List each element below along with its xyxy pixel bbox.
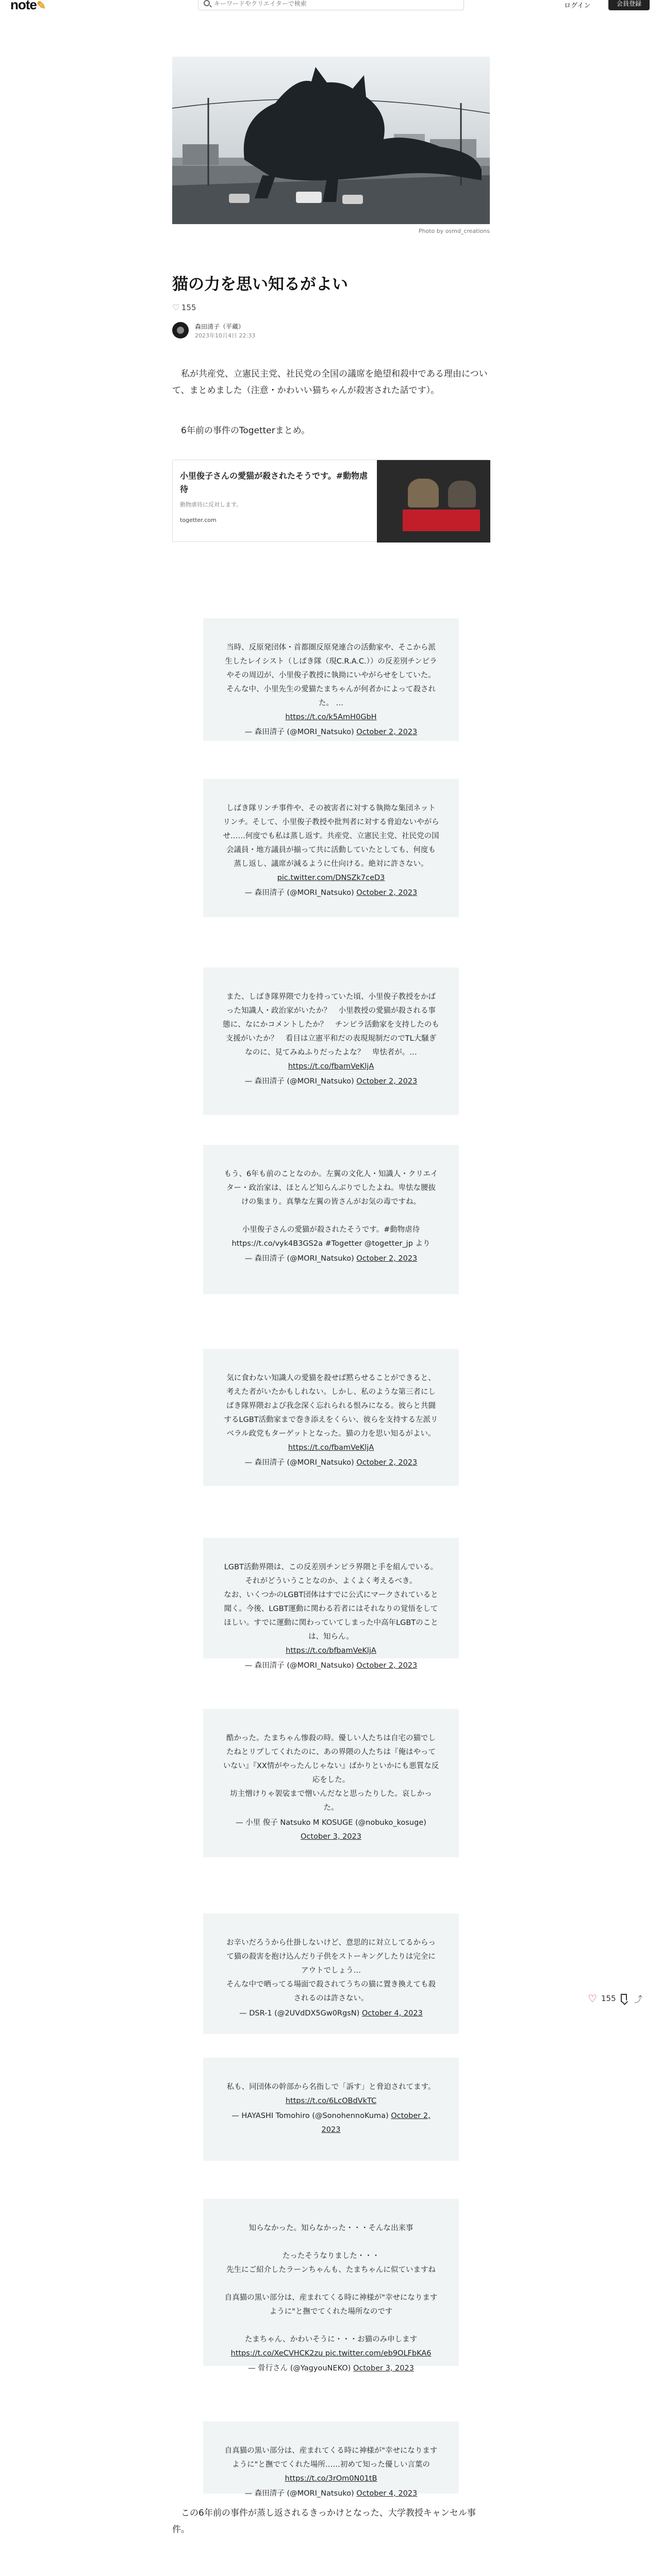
like-count-row[interactable] (172, 303, 196, 312)
embedded-tweet[interactable] (203, 1913, 459, 2034)
link-card-title: 小里俊子さんの愛猫が殺されたそうです。#動物虐待 (180, 471, 368, 494)
embedded-tweet[interactable] (203, 2199, 459, 2372)
tweet-author[interactable]: — 森田清子 (@MORI_Natsuko) (244, 2489, 354, 2498)
embedded-tweet[interactable] (203, 1709, 459, 1857)
tweet-date[interactable]: October 2, 2023 (356, 1255, 418, 1263)
share-icon[interactable]: ⤴ (634, 1994, 643, 2004)
tweet-author[interactable]: — HAYASHI Tomohiro (@SonohennoKuma) (231, 2112, 389, 2120)
giant-cat-photo (172, 57, 490, 224)
tweet-date[interactable]: October 2, 2023 (356, 1077, 418, 1086)
tweet-signature (223, 1659, 439, 1673)
tweet-signature (223, 725, 439, 739)
tweet-signature (223, 2007, 439, 2021)
tweet-date[interactable]: October 4, 2023 (361, 2009, 423, 2018)
tweet-signature (223, 1816, 439, 1844)
photo-credit[interactable]: Photo by osmd_creations (418, 228, 490, 234)
embedded-tweet[interactable] (203, 779, 459, 917)
tweet-author[interactable]: — 森田清子 (@MORI_Natsuko) (244, 1077, 354, 1086)
tweet-link[interactable]: pic.twitter.com/DNSZk7ceD3 (277, 874, 385, 882)
like-heart-icon[interactable]: ♡ (588, 1992, 597, 2005)
tweet-author[interactable]: — 小里 俊子 Natsuko M KOSUGE (@nobuko_kosuge) (236, 1819, 426, 1827)
tweet-date[interactable]: October 3, 2023 (353, 2364, 414, 2372)
embedded-tweet[interactable] (203, 1349, 459, 1486)
signup-button[interactable]: 会員登録 (608, 0, 650, 10)
author-name[interactable]: 森田清子（平蔵） (195, 323, 245, 330)
floating-like-count: 155 (601, 1994, 616, 2003)
hero-image (172, 57, 490, 224)
link-card-domain: togetter.com (180, 517, 217, 523)
site-logo[interactable] (10, 0, 45, 13)
tweet-date[interactable]: October 2, 2023 (356, 1459, 418, 1467)
floating-action-bar (588, 1993, 644, 2005)
tweet-link[interactable]: https://t.co/3rOm0N01tB (285, 2475, 377, 2483)
embedded-tweet[interactable] (203, 618, 459, 741)
bookmark-icon[interactable] (621, 1994, 627, 2002)
tweet-link[interactable]: https://t.co/6LcOBdVkTC (285, 2097, 377, 2105)
tweet-signature (223, 1252, 439, 1266)
login-link[interactable]: ログイン (564, 2, 591, 10)
tweet-text: LGBT活動界隈は、この反差別チンピラ界隈と手を組んでいる。それがどういうことなのか、よくよく考えるべき。 なお、いくつかのLGBT団体はすでに公式にマークされていると聞く。今後、LGBT運動に関わる若者にはそれなりの覚悟をしてほしい。すでに運動に関わっていてしまった中高年LGBTのことは、知らん。 (224, 1563, 438, 1641)
intro-paragraph-2: 6年前の事件のTogetterまとめ。 (172, 426, 310, 436)
logo-text: note (10, 0, 37, 12)
section-paragraph: この6年前の事件が蒸し返されるきっかけとなった、大学教授キャンセル事件。 (172, 2508, 476, 2535)
tweet-text: 自真猫の黒い部分は、産まれてくる時に神様が"幸せになりますように"と撫でてくれた場所……初めて知った優しい言葉の (224, 2447, 438, 2469)
publish-date: 2023年10月4日 22:33 (195, 332, 256, 339)
tweet-text: また、しばき隊界隈で力を持っていた頃、小里俊子教授をかばった知識人・政治家がいたか？ 小里教授の愛猫が殺される事態に、なにかコメントしたか？ チンピラ活動家を支持したのも支援がいたか？ 看目は立憲平和だの表現規制だのでTL大騒ぎなのに、見てみぬふりだったよな？ 卑怯者が。… (223, 993, 439, 1057)
heart-icon: ♡ (172, 302, 180, 312)
tweet-author[interactable]: — 森田清子 (@MORI_Natsuko) (244, 1255, 354, 1263)
article-title: 猫の力を思い知るがよい (172, 275, 348, 294)
tweet-text: もう、6年も前のことなのか。左翼の文化人・知識人・クリエイター・政治家は、ほとんど知らんぷりでしたよね。卑怯な腰抜けの集まり。真摯な左翼の皆さんがお気の毒ですね。 小里俊子さんの愛猫が殺されたそうです。#動物虐待 https://t.co/vyk4B3GS2a #Togetter @togetter_jp より (224, 1170, 438, 1248)
search-icon (204, 0, 210, 6)
intro-paragraph: 私が共産党、立憲民主党、社民党の全国の議席を絶望和殺中である理由について、まとめました（注意・かわいい猫ちゃんが殺害された話です）。 (172, 369, 488, 396)
tweet-link[interactable]: https://t.co/bfbamVeKljA (286, 1647, 376, 1655)
tweet-author[interactable]: — 森田清子 (@MORI_Natsuko) (244, 728, 354, 736)
tweet-author[interactable]: — 森田清子 (@MORI_Natsuko) (244, 1662, 354, 1670)
tweet-signature (223, 1075, 439, 1089)
tweet-date[interactable]: October 2, 2023 (356, 889, 418, 897)
tweet-date[interactable]: October 2, 2023 (356, 1662, 418, 1670)
tweet-author[interactable]: — 森田清子 (@MORI_Natsuko) (244, 1459, 354, 1467)
tweet-text: お辛いだろうから仕掛しないけど、意思的に対立してるからって猫の殺害を抱け込んだり子供をストーキングしたりは完全にアウトでしょう… そんな中で晒ってる場面で殺されてうちの猫に置き換えても殺されるのは許さない。 (226, 1939, 436, 2003)
like-count: 155 (181, 303, 196, 312)
search-box[interactable] (198, 0, 464, 10)
lightbulb-icon: ✎ (36, 0, 46, 12)
togetter-link-card[interactable] (172, 460, 490, 542)
tweet-text: しばき隊リンチ事件や、その被害者に対する執拗な集団ネットリンチ。そして、小里俊子教授や批判者に対する脅迫ないやがらせ……何度でも私は蒸し返す。共産党、立憲民主党、社民党の国会議員・地方議員が揃って共に活動していたとしても、何度も蒸し返し、議席が減るように仕向ける。絶対に許さない。 (223, 804, 439, 868)
tweet-author[interactable]: — DSR-1 (@2UVdDX5Gw0RgsN) (239, 2009, 360, 2018)
avatar[interactable] (172, 322, 189, 338)
tweet-link[interactable]: https://t.co/XeCVHCK2zu pic.twitter.com/eb9OLFbKA6 (230, 2349, 432, 2358)
embedded-tweet[interactable] (203, 2058, 459, 2161)
tweet-text: 当時、反原発団体・首都圏反原発連合の活動家や、そこから派生したレイシスト（しばき隊（現C.R.A.C.））の反差別チンピラやその周辺が、小里俊子教授に執拗にいやがらせをしていた。そんな中、小里先生の愛猫たまちゃんが何者かによって殺された。 … (225, 643, 437, 707)
tweet-date[interactable]: October 4, 2023 (356, 2489, 418, 2498)
tweet-text: 気に食わない知識人の愛猫を殺せば黙らせることができると、考えた者がいたかもしれない。しかし、私のような第三者にしばき隊界隈および我念深く忘れられる恨みになる。彼らと共闘するLGBT活動家まで巻き添えをくらい、彼らを支持する左派リベラル政党もターゲットとなった。猫の力を思い知るがよい。 (224, 1374, 438, 1438)
tweet-link[interactable]: https://t.co/fbamVeKljA (288, 1444, 374, 1452)
embedded-tweet[interactable] (203, 1538, 459, 1670)
tweet-link[interactable]: https://t.co/fbamVeKljA (288, 1062, 374, 1071)
embedded-tweet[interactable] (203, 1145, 459, 1294)
site-header (0, 0, 662, 12)
tweet-signature (223, 2362, 439, 2376)
link-card-description: 動物虐待に反対します。 (180, 501, 242, 508)
tweet-link[interactable]: https://t.co/k5AmH0GbH (285, 713, 377, 721)
tweet-author[interactable]: — 骨行さん (@YagyouNEKO) (248, 2364, 351, 2372)
embedded-tweet[interactable] (203, 968, 459, 1115)
tweet-signature (223, 886, 439, 900)
embedded-tweet[interactable] (203, 2421, 459, 2498)
tweet-text: 酷かった。たまちゃん惨殺の時。優しい人たちは自宅の猫でしたねとリプしてくれたのに、あの界隈の人たちは『俺はやっていない』『XX情がやったんじゃない』ばかりといかにも悪質な反応をした。 坊主憎けりゃ袈裟まで憎いんだなと思ったりした。哀しかった。 (223, 1734, 439, 1812)
tweet-date[interactable]: October 3, 2023 (301, 1833, 361, 1841)
tweet-text: 私も、同団体の幹部から名指しで「訴す」と脅迫されてます。 (226, 2083, 436, 2091)
tweet-date[interactable]: October 2, 2023 (356, 728, 418, 736)
tweet-signature (223, 2487, 439, 2501)
tweet-author[interactable]: — 森田清子 (@MORI_Natsuko) (244, 889, 354, 897)
tweet-date[interactable]: October 2, 2023 (321, 2112, 431, 2134)
tweet-signature (223, 1456, 439, 1470)
search-input[interactable] (214, 0, 456, 7)
tweet-text: 知らなかった。知らなかった・・・そんな出来事 たったそうなりました・・・ 先生にご紹介したラーンちゃんも、たまちゃんに似ていますね 自真猫の黒い部分は、産まれてくる時に神様が"幸せになりますように"と撫でてくれた場所なのです たまちゃん、かわいそうに・・・お猫のみ申します (224, 2224, 438, 2344)
tweet-signature (223, 2109, 439, 2137)
link-card-thumbnail (377, 460, 490, 543)
